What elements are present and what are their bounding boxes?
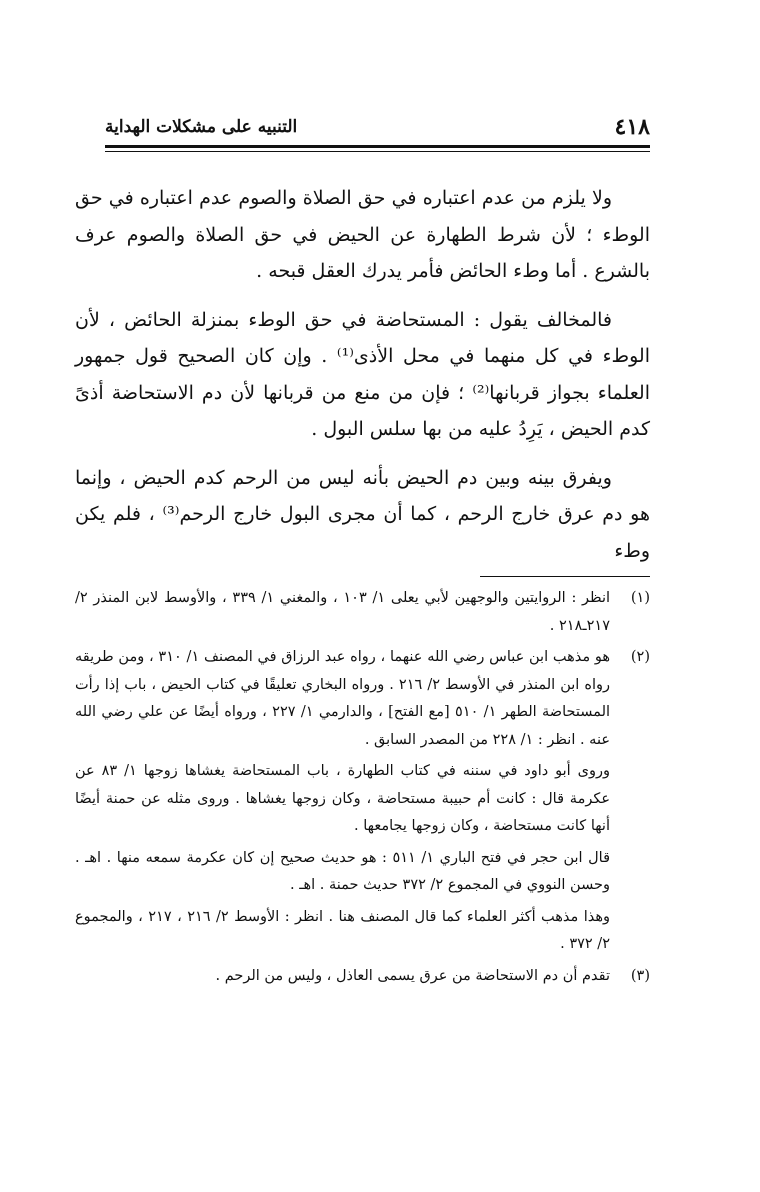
footnotes	[75, 585, 650, 994]
page-header	[105, 112, 650, 142]
footnote-text: هو مذهب ابن عباس رضي الله عنهما ، رواه عبد الرزاق في المصنف ١/ ٣١٠ ، ومن طريقه رواه ابن المنذر في الأوسط ٢/ ٢١٦ . ورواه البخاري تعليقًا في كتاب الحيض ، باب إذا رأت المستحاضة الطهر ١/ ٥١٠ [مع الفتح] ، والدارمي ١/ ٢٢٧ ، ورواه أيضًا عن علي رضي الله عنه . انظر : ١/ ٢٢٨ من المصدر السابق .	[75, 649, 611, 748]
header-rule	[105, 145, 650, 148]
footnote-text: وهذا مذهب أكثر العلماء كما قال المصنف هنا . انظر : الأوسط ٢/ ٢١٦ ، ٢١٧ ، والمجموع ٢/ ٣٧٢ .	[75, 908, 611, 952]
footnote-2	[75, 644, 650, 754]
running-title: التنبيه على مشكلات الهداية	[105, 117, 298, 137]
footnote-separator	[480, 576, 650, 577]
footnote-text: انظر : الروايتين والوجهين لأبي يعلى ١/ ١٠٣ ، والمغني ١/ ٣٣٩ ، والأوسط لابن المنذر ٢/ ٢١٧ـ٢١٨ .	[75, 590, 611, 634]
footnote-2-continuation	[75, 758, 650, 959]
body-paragraph-2: فالمخالف يقول : المستحاضة في حق الوطء بمنزلة الحائض ، لأن الوطء في كل منهما في محل الأذى⁽¹⁾ . وإن كان الصحيح قول جمهور العلماء بجواز قربانها⁽²⁾ ؛ فإن من منع من قربانها لأن دم الاستحاضة أذىً كدم الحيض ، يَرِدُ عليه من بها سلس البول .	[75, 308, 650, 440]
footnote-text: قال ابن حجر في فتح الباري ١/ ٥١١ : هو حديث صحيح إن كان عكرمة سمعه منها . اهـ . وحسن النووي في المجموع ٢/ ٣٧٢ حديث حمنة . اهـ .	[75, 849, 611, 893]
footnote-number: (١)	[630, 590, 650, 606]
footnote-1	[75, 585, 650, 640]
body-paragraph-1: ولا يلزم من عدم اعتباره في حق الصلاة والصوم عدم اعتباره في حق الوطء ؛ لأن شرط الطهارة عن الحيض في حق الصلاة والصوم عرف بالشرع . أما وطء الحائض فأمر يدرك العقل قبحه .	[75, 187, 650, 282]
footnote-number: (٢)	[630, 649, 650, 665]
header-rule-thin	[105, 151, 650, 152]
footnote-text: وروى أبو داود في سننه في كتاب الطهارة ، باب المستحاضة يغشاها زوجها ١/ ٨٣ عن عكرمة قال : كانت أم حبيبة مستحاضة ، وكان زوجها يغشاها . وروى مثله عن حمنة أيضًا أنها كانت مستحاضة ، وكان زوجها يجامعها .	[75, 763, 610, 834]
footnote-text: تقدم أن دم الاستحاضة من عرق يسمى العاذل ، وليس من الرحم .	[215, 967, 610, 984]
main-text	[75, 180, 650, 569]
body-paragraph-3: ويفرق بينه وبين دم الحيض بأنه ليس من الرحم كدم الحيض ، وإنما هو دم عرق خارج الرحم ، كما أن مجرى البول خارج الرحم⁽³⁾ ، فلم يكن وطء	[75, 466, 650, 562]
page-number: ٤١٨	[614, 114, 650, 140]
footnote-3	[75, 963, 650, 991]
footnote-number: (٣)	[630, 967, 650, 984]
